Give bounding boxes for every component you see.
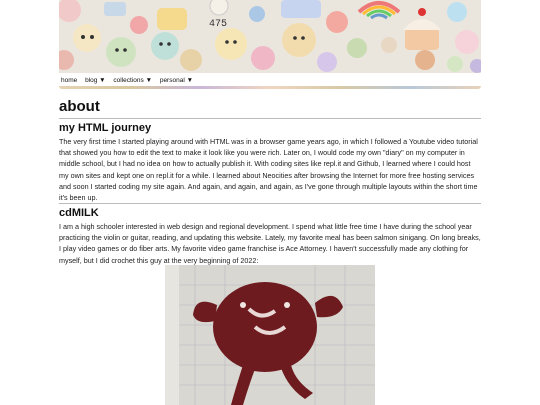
sticker-collage-image: [59, 0, 481, 73]
crochet-figure-image: [165, 265, 375, 405]
title-divider: [59, 118, 481, 119]
section-divider: [59, 203, 481, 204]
nav-item-blog[interactable]: blog ▼: [85, 77, 106, 84]
page-title: about: [59, 98, 100, 115]
section-heading-html-journey: my HTML journey: [59, 122, 152, 134]
nav-item-collections[interactable]: collections ▼: [113, 77, 153, 84]
banner-sticker-number: 475: [209, 19, 228, 30]
page-wrapper: [59, 0, 481, 265]
nav-decorative-strip: [59, 86, 481, 89]
top-nav: [59, 73, 481, 89]
header-banner: [59, 0, 481, 73]
section-body-html-journey: The very first time I started playing around with HTML was in a browser game years ago, in which I followed a Youtube video tutorial that showed you how to edit the text to make it look like you were rich. Later on, I would code my own "diary" on my computer in middle school, but I had no idea on how to actually publish it. With coding sites like repl.it and Github, I learned where I could host my own sites and kept one on repl.it for a while. I learned about Neocities after browsing the Internet for more free hosting services and soon I started coding my site again. And again, and again, and again, as I've gone through multiple layouts within the short time it's been up.: [59, 137, 478, 203]
nav-item-home[interactable]: home: [61, 77, 78, 84]
nav-item-personal[interactable]: personal ▼: [159, 77, 194, 84]
crochet-photo: [165, 265, 375, 405]
section-heading-cdmilk: cdMILK: [59, 207, 99, 219]
section-body-cdmilk: I am a high schooler interested in web design and regional development. I spend what little free time I have during the school year practicing the violin or guitar, reading, and updating this website. Lately, my favorite meal has been salmon sinigang. On long breaks, I play video games or do fiber arts. My favorite video game franchise is Ace Attorney. I haven't successfully made any clothing for myself, but I did crochet this guy at the very beginning of 2022:: [59, 222, 481, 265]
